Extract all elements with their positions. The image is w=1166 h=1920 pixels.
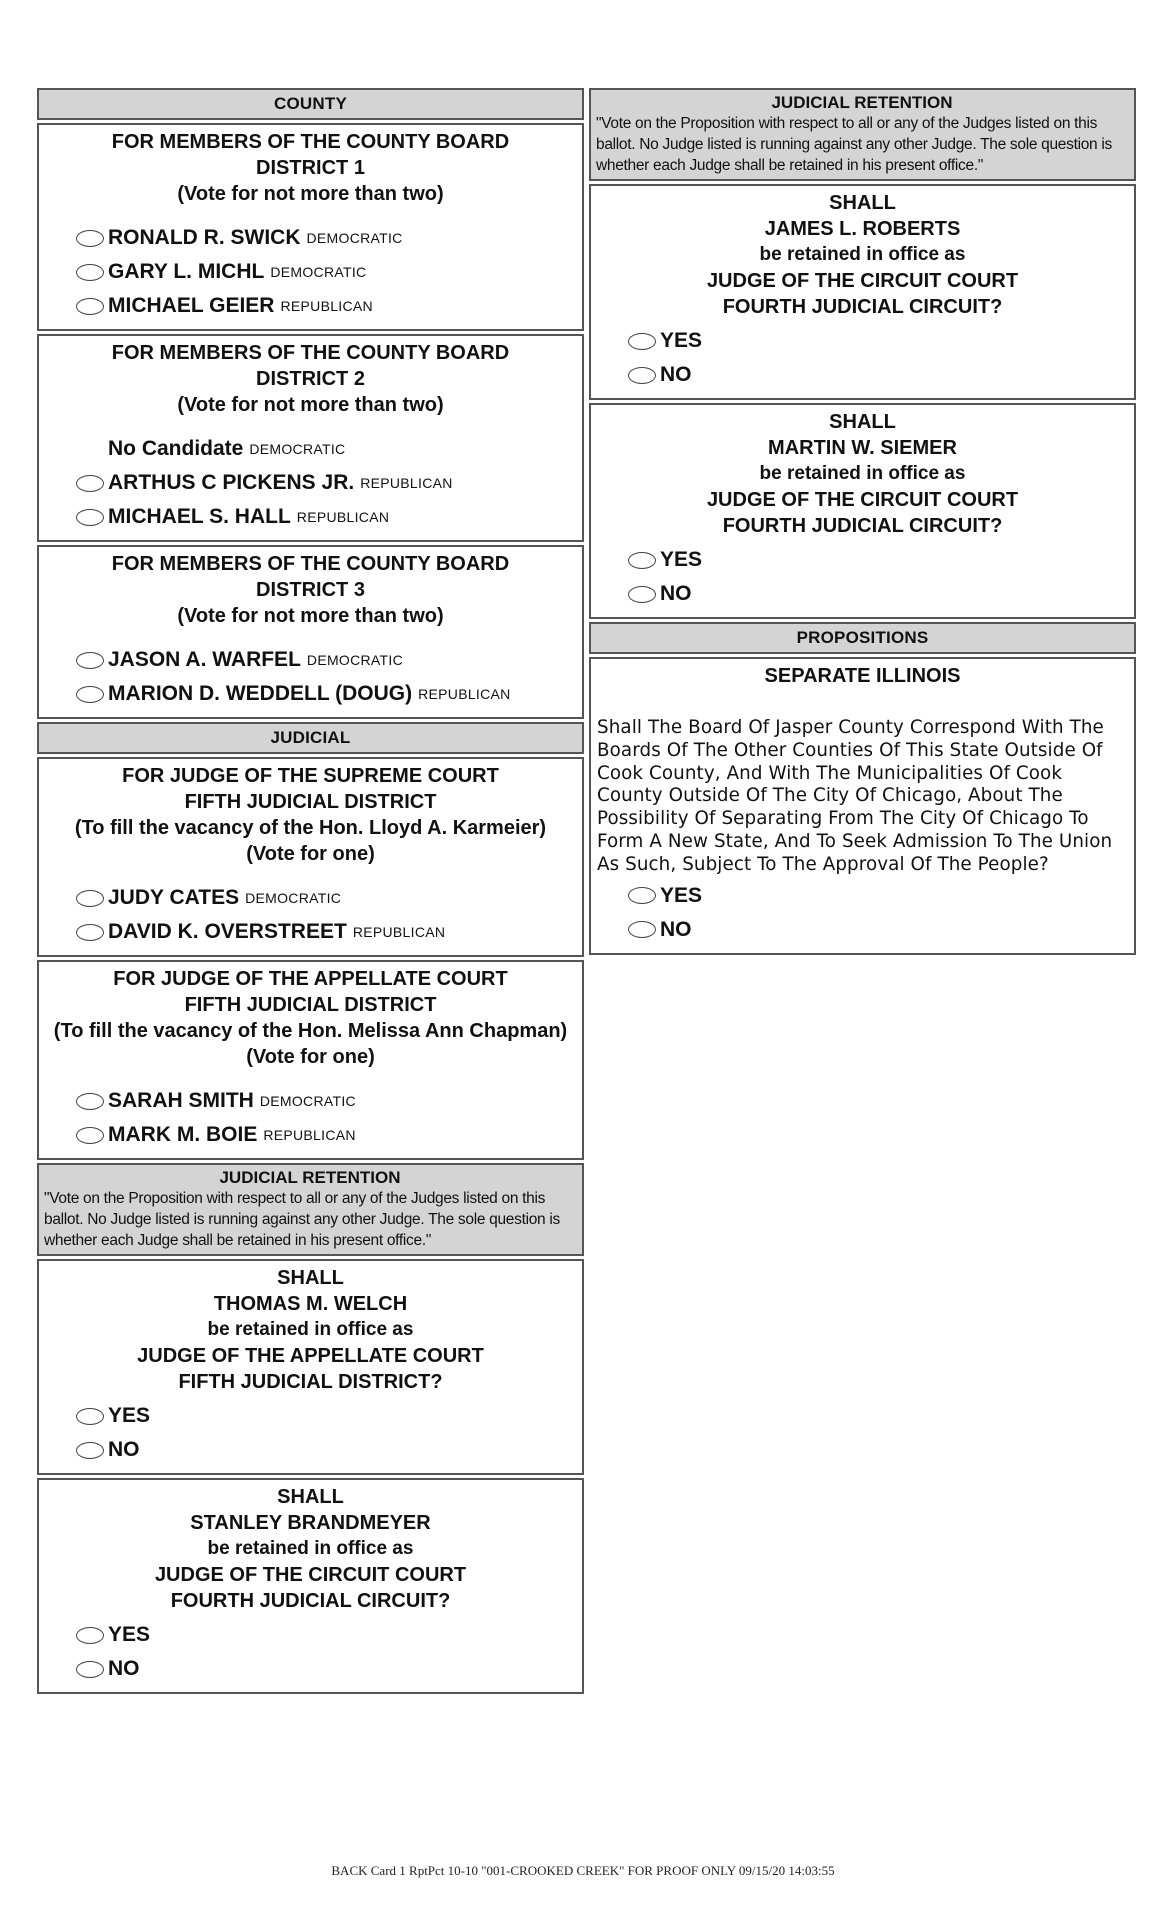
yes-option[interactable] xyxy=(45,1399,576,1433)
contest-title: FOR JUDGE OF THE SUPREME COURT FIFTH JUDICIAL DISTRICT (To fill the vacancy of the Hon. Lloyd A. Karmeier) (Vote for one) xyxy=(74,765,547,865)
candidate-option[interactable] xyxy=(45,255,576,289)
party-label: DEMOCRATIC xyxy=(306,230,403,246)
no-label: NO xyxy=(660,582,692,605)
vote-oval[interactable] xyxy=(76,686,104,703)
candidate-option[interactable] xyxy=(45,289,576,323)
vote-oval[interactable] xyxy=(76,475,104,492)
candidate-name: MARION D. WEDDELL (DOUG) xyxy=(108,682,413,705)
vote-oval[interactable] xyxy=(76,924,104,941)
contest-title: FOR MEMBERS OF THE COUNTY BOARD DISTRICT 3 (Vote for not more than two) xyxy=(111,553,510,627)
party-label: DEMOCRATIC xyxy=(259,1093,356,1109)
vote-oval[interactable] xyxy=(628,552,656,569)
contest-title: FOR MEMBERS OF THE COUNTY BOARD DISTRICT 2 (Vote for not more than two) xyxy=(111,342,510,416)
contest-title: FOR MEMBERS OF THE COUNTY BOARD DISTRICT 1 (Vote for not more than two) xyxy=(111,131,510,205)
retention-question-welch xyxy=(37,1259,584,1475)
vote-oval[interactable] xyxy=(628,333,656,350)
retention-question-siemer xyxy=(589,403,1136,619)
propositions-section-header: PROPOSITIONS xyxy=(589,622,1136,654)
candidate-option[interactable] xyxy=(45,643,576,677)
retention-instructions: "Vote on the Proposition with respect to all or any of the Judges listed on this ballot. No Judge listed is running against any other Judge. The sole question is whether each Judge shall be retained in his present office." xyxy=(596,115,1112,174)
no-label: NO xyxy=(108,1438,140,1461)
yes-label: YES xyxy=(108,1623,151,1646)
no-option[interactable] xyxy=(597,358,1128,392)
vote-oval[interactable] xyxy=(76,509,104,526)
party-label: REPUBLICAN xyxy=(296,509,390,525)
contest-title: SHALL JAMES L. ROBERTS be retained in office as JUDGE OF THE CIRCUIT COURT FOURTH JUDICIAL CIRCUIT? xyxy=(706,192,1019,318)
candidate-option[interactable] xyxy=(45,500,576,534)
county-board-district-2-contest xyxy=(37,334,584,542)
candidate-name: RONALD R. SWICK xyxy=(108,226,301,249)
contest-title: SHALL MARTIN W. SIEMER be retained in office as JUDGE OF THE CIRCUIT COURT FOURTH JUDICIAL CIRCUIT? xyxy=(706,411,1019,537)
vote-oval[interactable] xyxy=(628,921,656,938)
yes-label: YES xyxy=(660,883,703,907)
contest-title: SHALL THOMAS M. WELCH be retained in office as JUDGE OF THE APPELLATE COURT FIFTH JUDICIAL DISTRICT? xyxy=(137,1267,484,1393)
vote-oval[interactable] xyxy=(76,1127,104,1144)
yes-option[interactable] xyxy=(45,1618,576,1652)
supreme-court-contest xyxy=(37,757,584,957)
party-label: REPUBLICAN xyxy=(263,1127,356,1143)
candidate-option[interactable] xyxy=(45,881,576,915)
contest-title: FOR JUDGE OF THE APPELLATE COURT FIFTH JUDICIAL DISTRICT (To fill the vacancy of the Hon. Melissa Ann Chapman) (Vote for one) xyxy=(53,968,568,1068)
retention-question-brandmeyer xyxy=(37,1478,584,1694)
no-candidate-row xyxy=(45,432,576,466)
candidate-option[interactable] xyxy=(45,466,576,500)
no-label: NO xyxy=(108,1657,140,1680)
candidate-name: MICHAEL GEIER xyxy=(108,294,275,317)
candidate-name: SARAH SMITH xyxy=(108,1089,254,1112)
no-label: NO xyxy=(660,363,692,386)
vote-oval[interactable] xyxy=(628,586,656,603)
candidate-name: MARK M. BOIE xyxy=(108,1123,258,1146)
vote-oval[interactable] xyxy=(76,230,104,247)
left-column xyxy=(37,88,584,1697)
vote-oval[interactable] xyxy=(76,1627,104,1644)
vote-oval[interactable] xyxy=(76,890,104,907)
retention-heading: JUDICIAL RETENTION xyxy=(771,93,953,112)
party-label: REPUBLICAN xyxy=(418,686,511,702)
proposition-separate-illinois xyxy=(589,657,1136,955)
party-label: DEMOCRATIC xyxy=(306,652,403,668)
party-label: REPUBLICAN xyxy=(352,924,446,940)
candidate-name: JASON A. WARFEL xyxy=(108,648,301,671)
yes-option[interactable] xyxy=(597,879,1128,913)
yes-option[interactable] xyxy=(597,324,1128,358)
vote-oval[interactable] xyxy=(76,652,104,669)
retention-question-roberts xyxy=(589,184,1136,400)
retention-heading: JUDICIAL RETENTION xyxy=(219,1168,401,1187)
county-section-header: COUNTY xyxy=(37,88,584,120)
vote-oval[interactable] xyxy=(76,1093,104,1110)
vote-oval[interactable] xyxy=(628,887,656,904)
appellate-court-contest xyxy=(37,960,584,1160)
vote-oval[interactable] xyxy=(76,1442,104,1459)
no-candidate-label: No Candidate xyxy=(108,437,244,460)
proof-footer: BACK Card 1 RptPct 10-10 "001-CROOKED CREEK" FOR PROOF ONLY 09/15/20 14:03:55 xyxy=(331,1863,835,1878)
party-label: REPUBLICAN xyxy=(280,298,373,314)
yes-label: YES xyxy=(108,1404,151,1427)
candidate-name: ARTHUS C PICKENS JR. xyxy=(108,471,355,494)
no-option[interactable] xyxy=(597,577,1128,611)
candidate-option[interactable] xyxy=(45,221,576,255)
yes-label: YES xyxy=(660,329,703,352)
proposition-text: Shall The Board Of Jasper County Correspond With The Boards Of The Other Counties Of This State Outside Of Cook County, And With The Municipalities Of Cook County Outside Of The City Of Chicago, About The Possibility Of Separating From The City Of Chicago To Form A New State, And To Seek Admission To The Union As Such, Subject To The Approval Of The People? xyxy=(597,717,1113,875)
candidate-option[interactable] xyxy=(45,1118,576,1152)
retention-instructions: "Vote on the Proposition with respect to all or any of the Judges listed on this ballot. No Judge listed is running against any other Judge. The sole question is whether each Judge shall be retained in his present office." xyxy=(44,1190,560,1249)
contest-title: SHALL STANLEY BRANDMEYER be retained in office as JUDGE OF THE CIRCUIT COURT FOURTH JUDICIAL CIRCUIT? xyxy=(154,1486,467,1612)
county-board-district-1-contest xyxy=(37,123,584,331)
no-option[interactable] xyxy=(597,913,1128,947)
candidate-option[interactable] xyxy=(45,1084,576,1118)
party-label: DEMOCRATIC xyxy=(270,264,367,280)
candidate-name: MICHAEL S. HALL xyxy=(108,505,291,528)
candidate-name: DAVID K. OVERSTREET xyxy=(108,920,347,943)
yes-label: YES xyxy=(660,548,703,571)
vote-oval[interactable] xyxy=(76,1661,104,1678)
no-label: NO xyxy=(660,917,692,941)
no-option[interactable] xyxy=(45,1652,576,1686)
party-label: REPUBLICAN xyxy=(360,475,453,491)
judicial-retention-header xyxy=(37,1163,584,1256)
no-option[interactable] xyxy=(45,1433,576,1467)
yes-option[interactable] xyxy=(597,543,1128,577)
judicial-retention-header xyxy=(589,88,1136,181)
candidate-option[interactable] xyxy=(45,677,576,711)
proposition-title: SEPARATE ILLINOIS xyxy=(764,665,961,687)
county-board-district-3-contest xyxy=(37,545,584,719)
candidate-option[interactable] xyxy=(45,915,576,949)
party-label: DEMOCRATIC xyxy=(249,441,346,457)
vote-oval[interactable] xyxy=(628,367,656,384)
candidate-name: JUDY CATES xyxy=(108,886,240,909)
right-column xyxy=(589,88,1136,958)
party-label: DEMOCRATIC xyxy=(245,890,342,906)
vote-oval[interactable] xyxy=(76,264,104,281)
judicial-section-header: JUDICIAL xyxy=(37,722,584,754)
candidate-name: GARY L. MICHL xyxy=(108,260,265,283)
vote-oval[interactable] xyxy=(76,1408,104,1425)
vote-oval[interactable] xyxy=(76,298,104,315)
